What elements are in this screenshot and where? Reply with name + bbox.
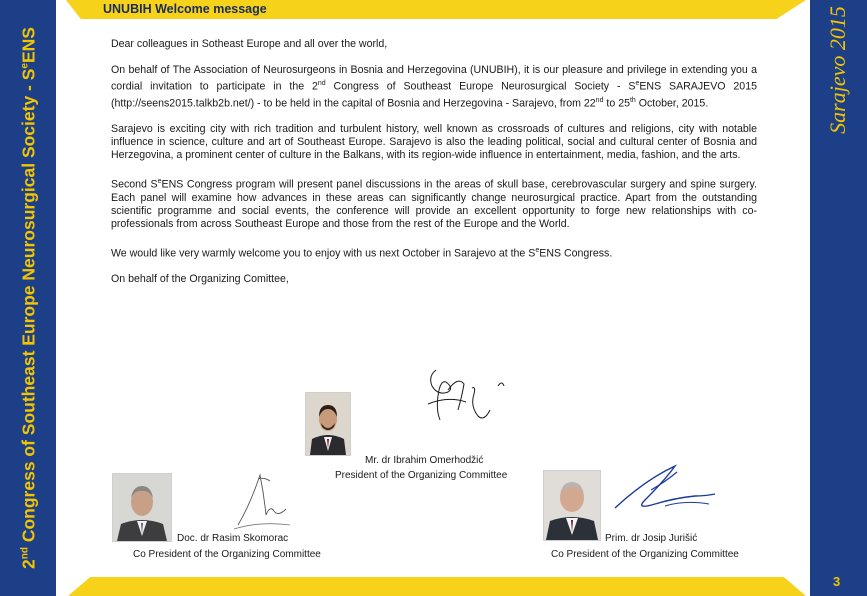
person-silhouette-icon: [113, 474, 171, 541]
president-name: Mr. dr Ibrahim Omerhodžić: [365, 455, 484, 466]
welcome-letter: [111, 38, 757, 299]
letter-paragraph-3: Second $S^eENS$ Congress program will present panel discussions in the areas of skull base, cerebrovascular surgery and spine surgery. Each panel will examine how advances in these areas can significantly change neurosurgical practice. Apart from the outstanding scientific programme and social events, the conference will provide an excellent opportunity to forge new relationships with co-professionals from across Southeast Europe and those from the rest of the Europe and the World.: [111, 178, 757, 230]
letter-paragraph-4: We would like very warmly welcome you to enjoy with us next October in Sarajevo at the $S^eENS$ Congress.: [111, 246, 613, 260]
congress-title-vertical: 2nd Congress of Southeast Europe Neurosurgical Society - $S^eENS$: [18, 27, 39, 569]
co-president-left-photo: [112, 473, 172, 542]
co-president-left-signature: [230, 465, 300, 535]
co-president-left-name: Doc. dr Rasim Skomorac: [177, 533, 289, 544]
page-number: 3: [833, 574, 841, 589]
letter-paragraph-1: On behalf of The Association of Neurosurgeons in Bosnia and Herzegovina (UNUBIH), it is our pleasure and privilege in extending you a cordial invitation to participate in the 2nd Congress of Southeast Europe Neurosurgical Society - $S^eENS$ SARAJEVO 2015 (http://seens2015.talkb2b.net/) - to be held in the capital of Bosnia and Herzegovina - Sarajevo, from 22nd to 25th October, 2015.: [111, 64, 757, 110]
person-silhouette-icon: [544, 471, 600, 540]
president-signature: [418, 366, 508, 428]
president-role: President of the Organizing Committee: [335, 470, 508, 481]
letter-paragraph-2: Sarajevo is exciting city with rich tradition and turbulent history, well known as crossroads of cultures and religions, city with notable influence in science, culture and art of Southeast Europe. Sarajevo is also the leading political, social and cultural center of Bosnia and Herzegovina, a prominent center of culture in the Balkans, with its region-wide influence in entertainment, media, fashion, and the arts.: [111, 123, 757, 162]
sarajevo-2015-title: Sarajevo 2015: [825, 6, 850, 134]
letter-closing: On behalf of the Organizing Comittee,: [111, 273, 289, 286]
footer-bar: [68, 577, 806, 596]
letter-greeting: Dear colleagues in Sotheast Europe and all over the world,: [111, 38, 388, 50]
co-president-right-role: Co President of the Organizing Committee: [551, 549, 739, 560]
president-photo: [305, 392, 351, 456]
page-title: UNUBIH Welcome message: [103, 2, 267, 16]
co-president-right-photo: [543, 470, 601, 541]
co-president-left-role: Co President of the Organizing Committee: [133, 549, 321, 560]
person-silhouette-icon: [306, 393, 350, 455]
co-president-right-signature: [605, 460, 725, 520]
left-sidebar-band: [0, 0, 56, 596]
co-president-right-name: Prim. dr Josip Jurišić: [605, 533, 698, 544]
